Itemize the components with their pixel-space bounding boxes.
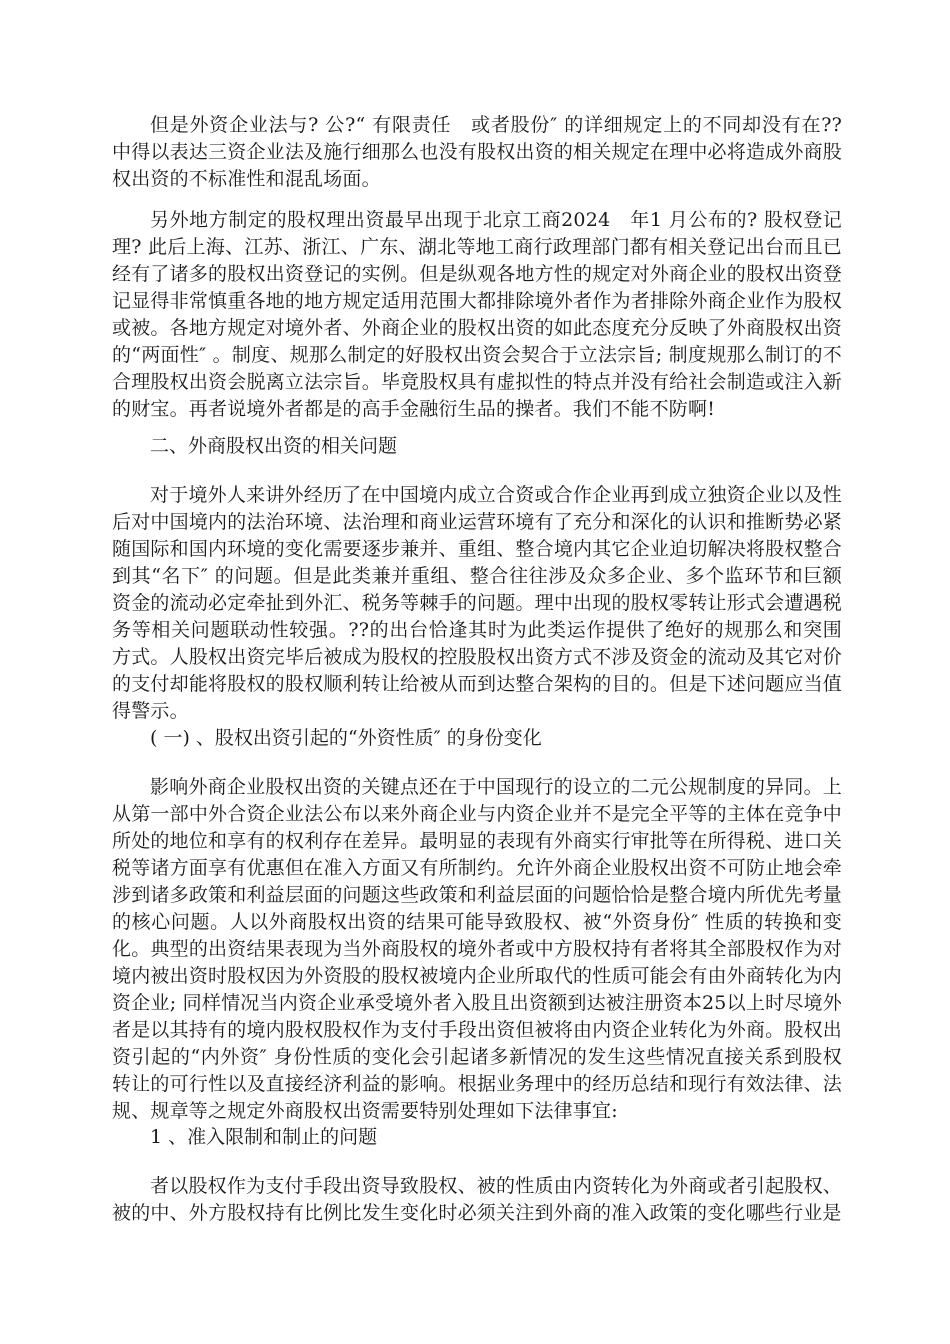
section-heading-2: 二、外商股权出资的相关问题 — [150, 435, 398, 457]
subsection-heading-1: ( 一) 、股权出资引起的“外资性质″ 的身份变化 — [150, 727, 542, 749]
paragraph-1: 但是外资企业法与? 公?“ 有限责任 或者股份″ 的详细规定上的不同却没有在?? 中得以表达三资企业法及施行细那么也没有股权出资的相关规定在理中必将造成外商股权出资的不标准性和混乱场面。 — [112, 114, 842, 190]
paragraph-2: 另外地方制定的股权理出资最早出现于北京工商2024 年1 月公布的? 股权登记理? 此后上海、江苏、浙江、广东、湖北等地工商行政理部门都有相关登记出台而且已经有了诸多的股权出资登记的实例。但是纵观各地方性的规定对外商企业的股权出资登记显得非常慎重各地的地方规定适用范围大都排除境外者作为者排除外商企业作为股权或被。各地方规定对境外者、外商企业的股权出资的如此态度充分反映了外商股权出资的“两面性″ 。制度、规那么制定的好股权出资会契合于立法宗旨; 制度规那么制订的不合理股权出资会脱离立法宗旨。毕竟股权具有虚拟性的特点并没有给社会制造或注入新的财宝。再者说境外者都是的高手金融衍生品的操者。我们不能不防啊! — [112, 209, 842, 420]
item-heading-1: 1 、准入限制和制止的问题 — [150, 1126, 378, 1148]
paragraph-5: 者以股权作为支付手段出资导致股权、被的性质由内资转化为外商或者引起股权、被的中、外方股权持有比例比发生变化时必须关注到外商的准入政策的变化哪些行业是 — [112, 1175, 842, 1224]
paragraph-3: 对于境外人来讲外经历了在中国境内成立合资或合作企业再到成立独资企业以及性后对中国境内的法治环境、法治理和商业运营环境有了充分和深化的认识和推断势必紧随国际和国内环境的变化需要逐步兼并、重组、整合境内其它企业迫切解决将股权整合到其“名下″ 的问题。但是此类兼并重组、整合往往涉及众多企业、多个监环节和巨额资金的流动必定牵扯到外汇、税务等棘手的问题。理中出现的股权零转让形式会遭遇税务等相关问题联动性较强。??的出台恰逢其时为此类运作提供了绝好的规那么和突围方式。人股权出资完毕后被成为股权的控股股权出资方式不涉及资金的流动及其它对价的支付却能将股权的股权顺利转让给被从而到达整合架构的目的。但是下述问题应当值得警示。 — [112, 484, 842, 722]
paragraph-4: 影响外商企业股权出资的关键点还在于中国现行的设立的二元公规制度的异同。上从第一部中外合资企业法公布以来外商企业与内资企业并不是完全平等的主体在竞争中所处的地位和享有的权利存在差异。最明显的表现有外商实行审批等在所得税、进口关税等诸方面享有优惠但在准入方面又有所制约。允许外商企业股权出资不可防止地会牵涉到诸多政策和利益层面的问题这些政策和利益层面的问题恰恰是整合境内所优先考量的核心问题。人以外商股权出资的结果可能导致股权、被“外资身份″ 性质的转换和变化。典型的出资结果表现为当外商股权的境外者或中方股权持有者将其全部股权作为对境内被出资时股权因为外资股的股权被境内企业所取代的性质可能会有由外商转化为内资企业; 同样情况当内资企业承受境外者入股且出资额到达被注册资本25以上时尽境外者是以其持有的境内股权股权作为支付手段出资但被将由内资企业转化为外商。股权出资引起的“内外资″ 身份性质的变化会引起诸多新情况的发生这些情况直接关系到股权转让的可行性以及直接经济利益的影响。根据业务理中的经历总结和现行有效法律、法规、规章等之规定外商股权出资需要特别处理如下法律事宜: — [112, 776, 842, 1122]
